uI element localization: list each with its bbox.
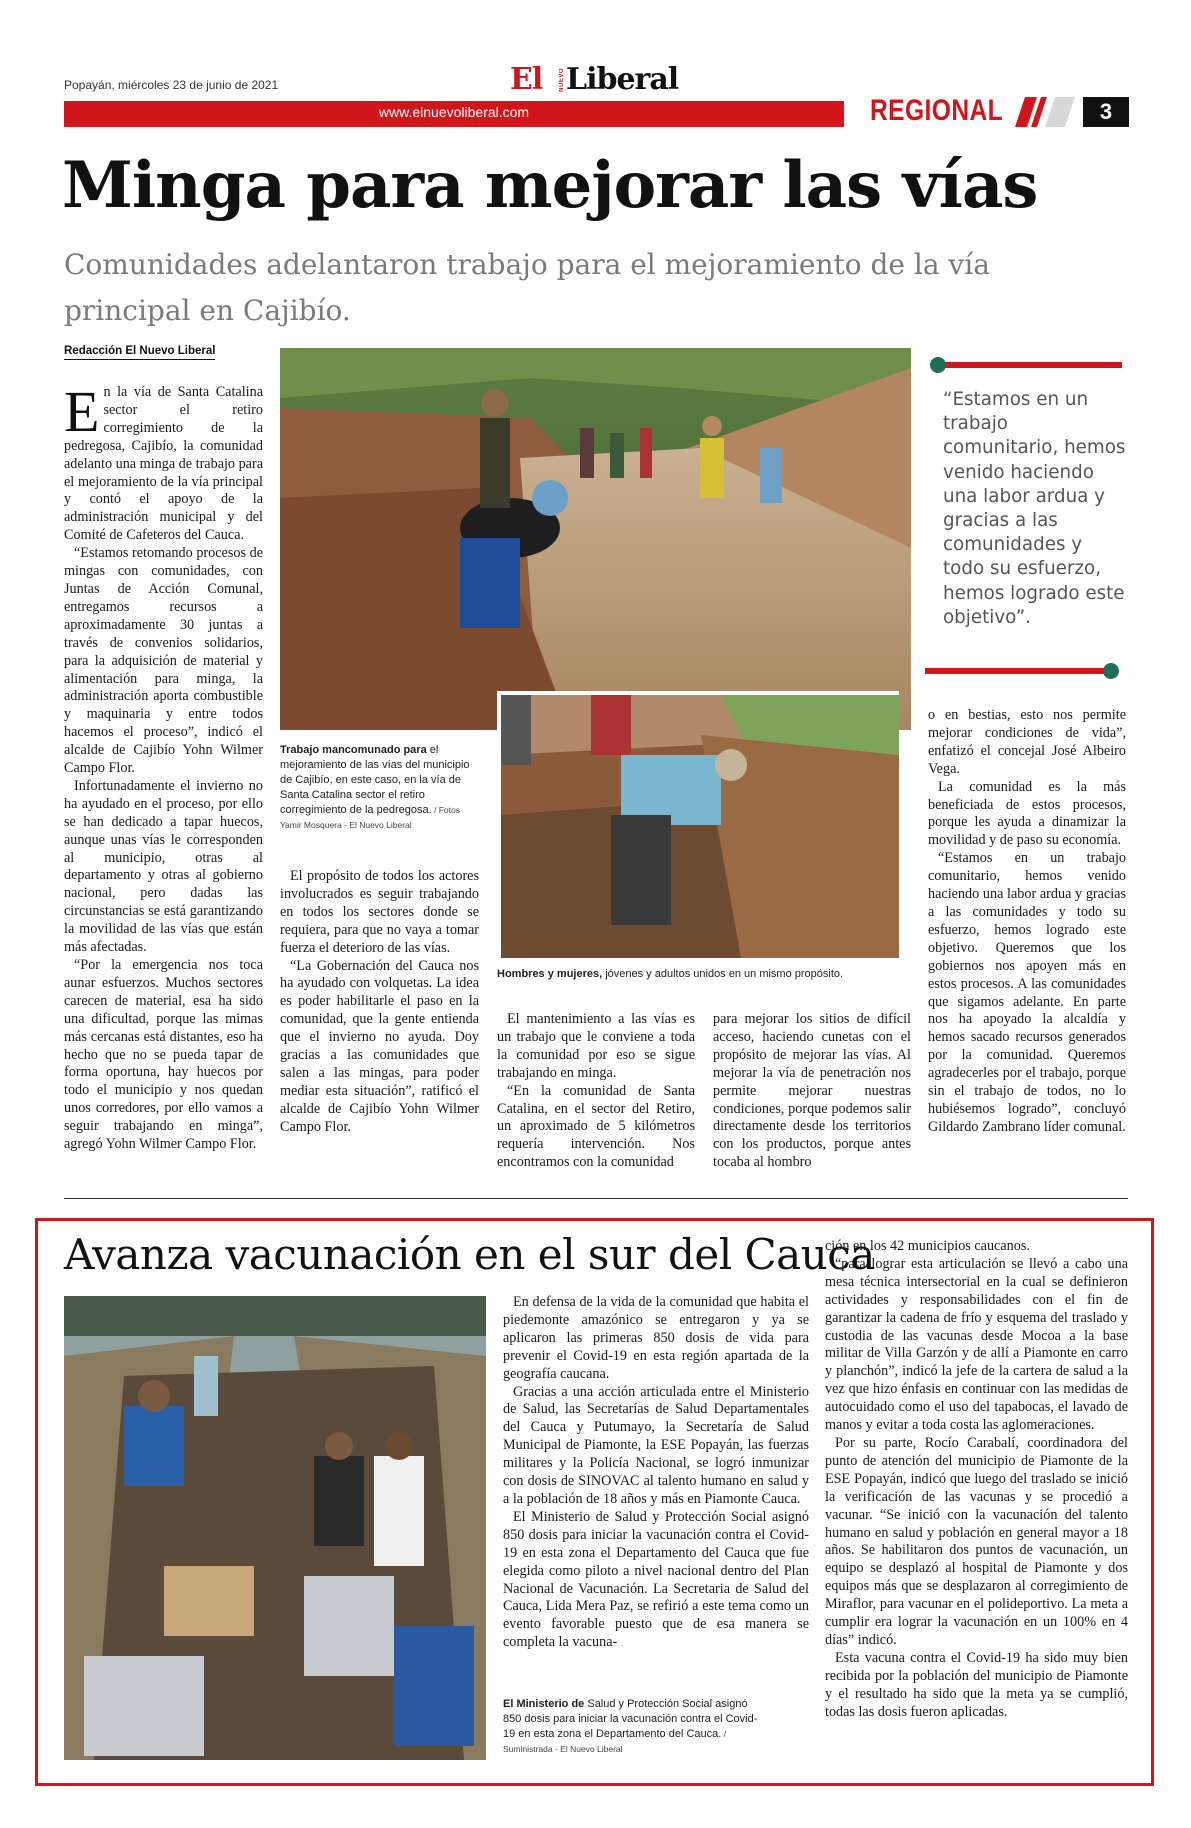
website-url[interactable]: www.elnuevoliberal.com [378,104,530,120]
newspaper-logo[interactable] [510,62,685,98]
issue-date: Popayán, miércoles 23 de junio de 2021 [64,78,279,92]
paragraph: Infortunadamente el invierno no ha ayudado en el proceso, por ello se han dedicado a tapar huecos, aunque unas vías le corresponden al municipio, otras al departamento y otras al gobierno nacional, pero dadas las circunstancias se está garantizando la movilidad de las vías que están más afectadas. [64,777,263,956]
logo-el: El [510,62,543,97]
paragraph: o en bestias, esto nos permite mejorar condiciones de vida”, enfatizó el concejal José Albeiro Vega. [928,707,1126,777]
article-subhead: Comunidades adelantaron trabajo para el mejoramiento de la vía principal en Cajibío. [64,248,990,327]
quote-rule-bottom [925,668,1107,674]
section-stripes-icon [1015,97,1087,127]
paragraph: ción en los 42 municipios caucanos. [825,1238,1030,1254]
article2-column-2 [825,1238,1128,1758]
quote-dot-icon [1103,663,1119,679]
article-column-1 [64,379,263,1174]
paragraph: Esta vacuna contra el Covid-19 ha sido muy bien recibida por la población del municipio de Piamonte y el resultado ha sido que la meta ya se cumplió, todas las dosis fueron aplicadas. [825,1649,1128,1720]
paragraph: “para lograr esta articulación se llevó a cabo una mesa técnica intersectorial en la cual se definieron actividades y responsabilidades con el fin de garantizar la cadena de frío y esquema del traslado y custodia de las vacunas desde Mocoa a la base militar de Villa Garzón y de allí a Piamonte en carro y planchón”, indicó la jefe de la cartera de salud a la vez que hizo énfasis en continuar con las medidas de autocuidado como el uso del tapabocas, el lavado de manos y evitar a toda costa las aglomeraciones. [825,1255,1128,1434]
paragraph: “En la comunidad de Santa Catalina, en el sector del Retiro, un aproximado de 5 kilómetros requería intervención. Nos encontramos con la comunidad [497,1082,695,1171]
paragraph: “La Gobernación del Cauca nos ha ayudado con volquetas. La idea es poder habilitarle el paso en la comunidad, que la gente entienda que el invierno no ayuda. Doy gracias a las comunidades que salen a las mingas, para poder mediar esta situación”, ratificó el alcalde de Cajibío Yohn Wilmer Campo Flor. [280,957,479,1135]
ditch-digging-photo [497,691,899,958]
paragraph: Por su parte, Rocío Carabalí, coordinadora del punto de atención del municipio de Piamonte de la ESE Popayán, indicó que luego del traslado se inició la verificación de las vacunas y se procedió a vacunar. “Se inició con la vacunación del talento humano en salud y población en general mayor a 18 años. Se habilitaron dos puntos de vacunación, un equipo se desplazó al hospital de Piamonte y dos equipos más que se desplazaron al corregimiento de Miraflor, para vacunar en el polideportivo. La meta a cumplir era lograr la vacunación en un 100% en 4 días” indicó. [825,1434,1128,1648]
quote-dot-icon [930,357,946,373]
article-column-3 [497,1011,695,1181]
vaccination-boat-photo [64,1296,486,1760]
paragraph: El propósito de todos los actores involucrados es seguir trabajando en todos los sectores donde se requiera, para que no vaya a tomar fuerza el deterioro de las vías. [280,868,479,956]
pull-quote: “Estamos en un trabajo comunitario, hemos venido haciendo una labor ardua y gracias a las comunidades y todo su esfuerzo, hemos logrado este objetivo”. [943,389,1126,628]
paragraph: En defensa de la vida de la comunidad que habita el piedemonte amazónico se entregaron y ya se aplicaron las primeras 850 dosis de vida para prevenir el Covid-19 en esta región apartada de la geografía caucana. [503,1294,809,1382]
article-column-4 [713,1011,911,1181]
section-title: REGIONAL [870,94,1004,127]
paragraph: El mantenimiento a las vías es un trabajo que le conviene a toda la comunidad por eso se sigue trabajando en minga. [497,1011,695,1081]
road-work-photo [280,348,911,730]
paragraph: El Ministerio de Salud y Protección Social asignó 850 dosis para iniciar la vacunación contra el Covid-19 en esta zona el Departamento del Cauca que fue elegida como piloto a nivel nacional dentro del Plan Nacional de Vacunación. La Secretaria de Salud del Cauca, Lida Mera Paz, se refirió a este tema como un evento favorable puesto que de esa manera se completa la vacuna- [503,1508,809,1651]
article-headline-2: Avanza vacunación en el sur del Cauca [64,1230,875,1279]
article-headline: Minga para mejorar las vías [62,148,1038,223]
article-column-5 [928,707,1126,1177]
logo-nuevo: NUEVO [559,68,565,92]
paragraph: “Por la emergencia nos toca aunar esfuerzos. Muchos sectores carecen de material, esa ha sido una dificultad, porque las mimas más cercanas está distantes, eso ha hecho que no se pueda tapar de forma oportuna, hay huecos por todo el municipio y nos quedan unos corredores, por ello vamos a seguir trabajando en minga”, agregó Yohn Wilmer Campo Flor. [64,957,263,1153]
article2-column-1 [503,1294,809,1686]
byline: Redacción El Nuevo Liberal [64,345,215,360]
paragraph: La comunidad es la más beneficiada de estos procesos, porque les ayuda a dinamizar la movilidad y de paso su economía. [928,778,1126,849]
logo-liberal: Liberal [566,62,679,97]
paragraph: “Estamos en un trabajo comunitario, hemos venido haciendo una labor ardua y gracias a las comunidades y todo su esfuerzo, hemos logrado este objetivo. Queremos que los gobiernos nos apoyen más en estos procesos. A las comunidades que sigamos adelante. En parte nos ha apoyado la alcaldía y hemos sacado recursos generados por la comunidad. Queremos agradecerles por el trabajo, porque sin el trabajo de todos, no lo hubiésemos logrado”, concluyó Gildardo Zambrano líder comunal. [928,850,1126,1135]
article-divider [64,1198,1128,1199]
article-column-2 [280,868,479,1178]
photo-caption: Hombres y mujeres, jóvenes y adultos unidos en un mismo propósito. [497,968,844,980]
paragraph: “Estamos retomando procesos de mingas con comunidades, con Juntas de Acción Comunal, entregamos recursos a aproximadamente 30 juntas a través de convenios solidarios, para la adquisición de material y alimentación para minga, la administración aporta combustible y maquinaria y entre todos hacemos el proceso”, indicó el alcalde de Cajibío Yohn Wilmer Campo Flor. [64,545,263,777]
photo-caption: El Ministerio de Salud y Protección Social asignó 850 dosis para iniciar la vacunación contra el Covid-19 en esta zona el Departamento del Cauca. / Suministrada - El Nuevo Liberal [503,1698,758,1754]
quote-rule-top [940,362,1122,368]
paragraph: para mejorar los sitios de difícil acceso, haciendo cunetas con el propósito de mejorar las vías. Al mejorar la vía de penetración nos permite mejorar nuestras condiciones, porque podemos salir directamente desde los territorios con los productos, porque antes tocaba al hombro [713,1011,911,1171]
dropcap: E [64,379,100,444]
paragraph: En la vía de Santa Catalina sector el retiro corregimiento de la pedregosa, Cajibío, la comunidad adelanto una minga de trabajo para el mejoramiento de la vía principal y contó el apoyo de la administración municipal y del Comité de Cafeteros del Cauca. [64,379,263,544]
photo-caption: Trabajo mancomunado para el mejoramiento de las vías del municipio de Cajibío, en este caso, en la vía de Santa Catalina sector el retiro corregimiento de la pedregosa. / Fotos Yamir Mosquera - El Nuevo Liberal [280,744,470,830]
paragraph: Gracias a una acción articulada entre el Ministerio de Salud, las Secretarías de Salud Departamentales del Cauca y Putumayo, la Secretaría de Salud Municipal de Piamonte, la ESE Popayán, las fuerzas militares y la Policía Nacional, se logró inmunizar con dosis de SINOVAC al talento humano en salud y a la población de 18 años y más en Piamonte Cauca. [503,1383,809,1507]
page-number: 3 [1083,97,1129,127]
